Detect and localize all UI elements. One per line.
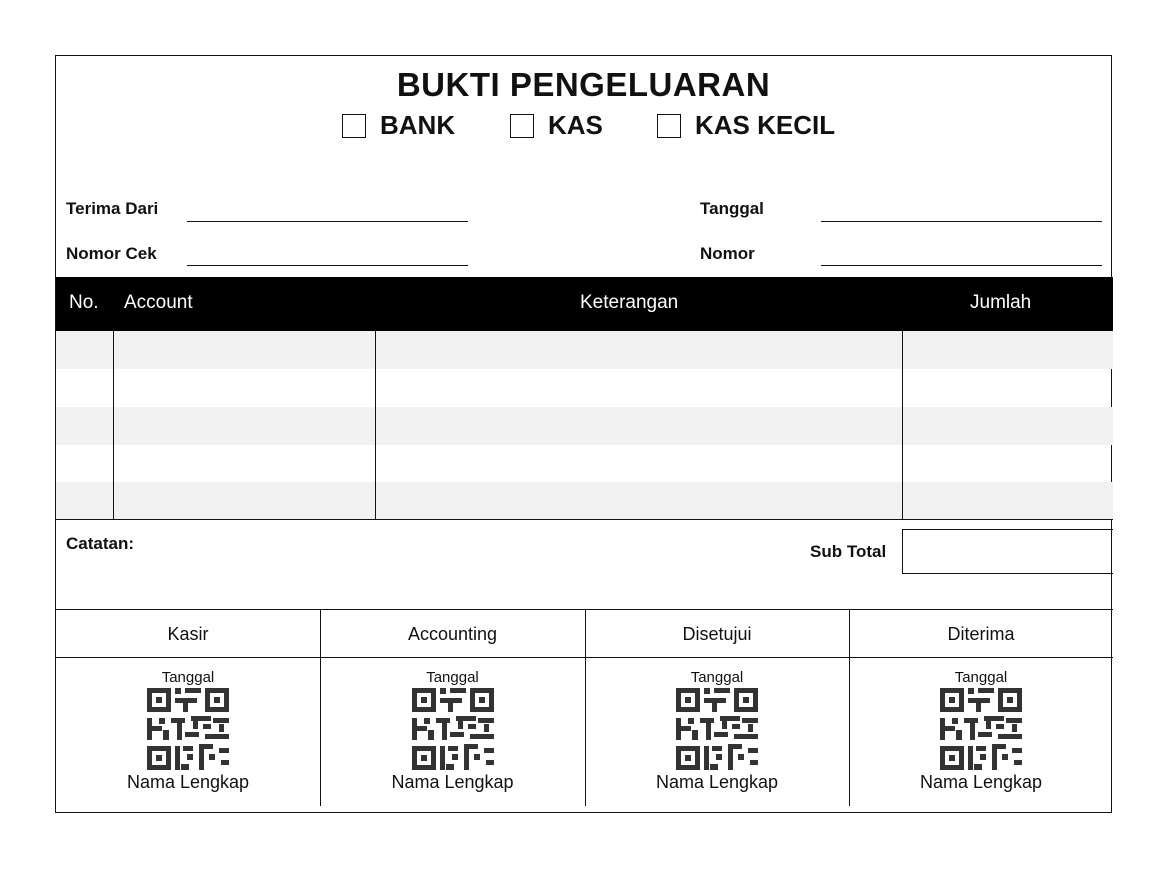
- column-divider: [375, 331, 376, 519]
- signature-cell-accounting: [320, 658, 585, 808]
- sub-total-field[interactable]: [902, 529, 1113, 574]
- qr-code-icon: [676, 688, 758, 770]
- tanggal-line[interactable]: [821, 221, 1102, 222]
- nomor-cek-line[interactable]: [187, 265, 468, 266]
- terima-dari-label: Terima Dari: [66, 199, 159, 218]
- form-title: BUKTI PENGELUARAN: [396, 66, 771, 103]
- signature-name-label: Nama Lengkap: [919, 772, 1043, 792]
- qr-code-icon: [940, 688, 1022, 770]
- signature-role-diterima: Diterima: [947, 624, 1015, 644]
- option-kas[interactable]: [510, 110, 603, 141]
- signature-date-label: Tanggal: [690, 669, 744, 686]
- table-bottom-line: [56, 519, 1113, 520]
- option-bank[interactable]: [342, 110, 455, 141]
- qr-code-icon: [147, 688, 229, 770]
- table-header: [56, 277, 1113, 331]
- signature-role-kasir: Kasir: [167, 624, 209, 644]
- signature-cell-disetujui: [585, 658, 849, 808]
- checkbox-bank[interactable]: [342, 114, 366, 138]
- table-row[interactable]: [56, 331, 1113, 369]
- nomor-cek-label: Nomor Cek: [66, 244, 157, 263]
- column-divider: [902, 331, 903, 519]
- signature-date-label: Tanggal: [161, 669, 215, 686]
- voucher-form: [55, 55, 1112, 813]
- nomor-label: Nomor: [700, 244, 755, 263]
- nomor-line[interactable]: [821, 265, 1102, 266]
- checkbox-kas-kecil[interactable]: [657, 114, 681, 138]
- signature-cell-kasir: [56, 658, 320, 808]
- table-row[interactable]: [56, 444, 1113, 482]
- tanggal-label: Tanggal: [700, 199, 764, 218]
- column-jumlah: Jumlah: [970, 292, 1032, 313]
- signature-name-label: Nama Lengkap: [126, 772, 250, 792]
- qr-code-icon: [412, 688, 494, 770]
- table-row[interactable]: [56, 369, 1113, 407]
- option-bank-label: BANK: [380, 110, 456, 140]
- column-divider: [113, 331, 114, 519]
- sub-total-label: Sub Total: [810, 542, 887, 561]
- signature-name-label: Nama Lengkap: [391, 772, 514, 792]
- signature-role-accounting: Accounting: [407, 624, 498, 644]
- signature-role-disetujui: Disetujui: [682, 624, 752, 644]
- catatan-label: Catatan:: [66, 534, 135, 553]
- option-kas-kecil-label: KAS KECIL: [695, 110, 836, 140]
- checkbox-kas[interactable]: [510, 114, 534, 138]
- table-row[interactable]: [56, 407, 1113, 445]
- column-keterangan: Keterangan: [580, 292, 679, 313]
- column-no: No.: [69, 292, 99, 313]
- column-account: Account: [124, 292, 193, 313]
- signature-date-label: Tanggal: [954, 669, 1008, 686]
- payment-type-options: [56, 110, 1111, 140]
- table-row[interactable]: [56, 482, 1113, 520]
- signature-cell-diterima: [849, 658, 1113, 808]
- terima-dari-line[interactable]: [187, 221, 468, 222]
- option-kas-label: KAS: [548, 110, 603, 140]
- option-kas-kecil[interactable]: [657, 110, 835, 141]
- signature-date-label: Tanggal: [426, 669, 479, 686]
- signature-name-label: Nama Lengkap: [655, 772, 779, 792]
